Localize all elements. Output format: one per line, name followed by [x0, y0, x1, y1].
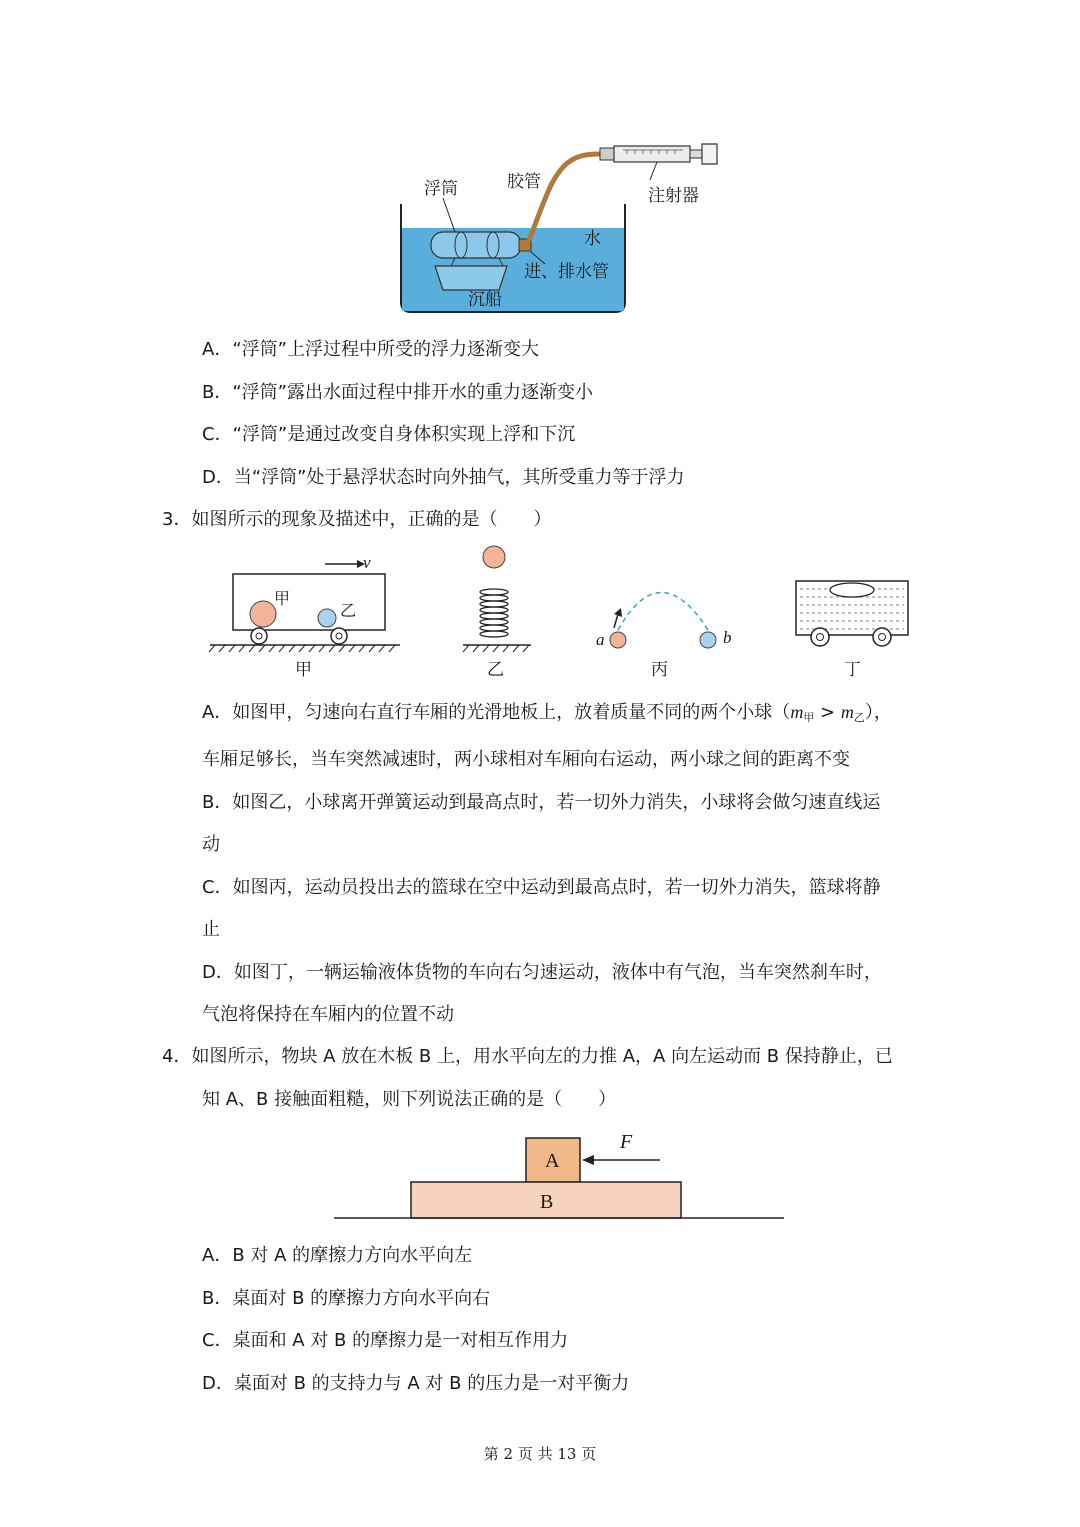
hose [529, 154, 600, 240]
ball-a [610, 632, 626, 648]
q3-stem: 3．如图所示的现象及描述中，正确的是（ ） [162, 509, 552, 530]
q2-option-d: D．当“浮筒”处于悬浮状态时向外抽气，其所受重力等于浮力 [202, 467, 685, 488]
q4-stem-line2: 知 A、B 接触面粗糙，则下列说法正确的是（ ） [202, 1089, 617, 1110]
label-yi-ball: 乙 [340, 601, 357, 620]
mass-sub-jia: 甲 [803, 711, 815, 724]
ball-yi [318, 609, 336, 627]
figure-jia-cart [205, 550, 405, 660]
label-b: b [723, 628, 732, 647]
q2-option-a: A．“浮筒”上浮过程中所受的浮力逐渐变大 [202, 339, 539, 360]
ball-b [700, 632, 716, 648]
label-water: 水 [584, 229, 601, 249]
label-block-a: A [545, 1150, 560, 1172]
q4-stem-line1: 4．如图所示，物块 A 放在木板 B 上，用水平向左的力推 A，A 向左运动而 B 保持静止，已 [162, 1046, 893, 1067]
q2-option-b: B．“浮筒”露出水面过程中排开水的重力逐渐变小 [202, 382, 593, 403]
figure-bing-arc [590, 570, 740, 655]
caption-ding: 丁 [844, 660, 861, 680]
label-a: a [596, 630, 605, 649]
q3-option-d-line1: D．如图丁，一辆运输液体货物的车向右匀速运动，液体中有气泡，当车突然刹车时， [202, 962, 882, 983]
ball-jia [250, 601, 276, 627]
label-block-b: B [540, 1191, 554, 1213]
ball-on-spring [483, 546, 505, 568]
q3-option-a-text: A．如图甲，匀速向右直行车厢的光滑地板上，放着质量不同的两个小球（ [202, 702, 791, 723]
q4-option-a: A．B 对 A 的摩擦力方向水平向左 [202, 1245, 473, 1266]
q3-option-c-line2: 止 [202, 919, 220, 940]
q3-option-b-line2: 动 [202, 834, 220, 855]
bubble [830, 583, 874, 597]
q2-option-c: C．“浮筒”是通过改变自身体积实现上浮和下沉 [202, 424, 576, 445]
q4-option-b: B．桌面对 B 的摩擦力方向水平向右 [202, 1288, 491, 1309]
pontoon-figure [395, 140, 725, 320]
sunken-ship [435, 266, 507, 290]
q4-option-c: C．桌面和 A 对 B 的摩擦力是一对相互作用力 [202, 1330, 569, 1351]
q3-option-a-line2: 车厢足够长，当车突然减速时，两小球相对车厢向右运动，两小球之间的距离不变 [202, 749, 850, 770]
q4-option-d: D．桌面对 B 的支持力与 A 对 B 的压力是一对平衡力 [202, 1373, 630, 1394]
pontoon-cylinder [431, 232, 521, 258]
label-jia-ball: 甲 [274, 589, 291, 608]
label-pontoon: 浮筒 [424, 179, 458, 199]
label-syringe: 注射器 [648, 186, 699, 206]
q3-option-a-line1 [202, 700, 892, 730]
caption-bing: 丙 [651, 660, 668, 680]
label-sunken-ship: 沉船 [468, 290, 502, 310]
label-pipe: 进、排水管 [524, 262, 609, 282]
figure-blocks [330, 1128, 790, 1228]
label-hose: 胶管 [507, 172, 541, 192]
page-footer: 第 2 页 共 13 页 [483, 1445, 597, 1463]
q3-option-a-end: ）， [864, 702, 892, 723]
syringe [600, 144, 717, 164]
q3-option-d-line2: 气泡将保持在车厢内的位置不动 [202, 1004, 454, 1025]
figure-ding-tanker [790, 575, 920, 655]
label-force-f: F [620, 1131, 633, 1153]
greater-than: > [814, 702, 841, 723]
caption-jia: 甲 [295, 660, 312, 680]
q3-option-c-line1: C．如图丙，运动员投出去的篮球在空中运动到最高点时，若一切外力消失，篮球将静 [202, 877, 881, 898]
caption-yi: 乙 [487, 660, 504, 680]
mass-sub-yi: 乙 [853, 711, 865, 724]
mass-symbol: m [790, 702, 804, 722]
q3-option-b-line1: B．如图乙，小球离开弹簧运动到最高点时，若一切外力消失，小球将会做匀速直线运 [202, 792, 881, 813]
figure-yi-spring [455, 540, 545, 655]
mass-symbol-2: m [840, 702, 854, 722]
label-v: v [363, 553, 371, 572]
